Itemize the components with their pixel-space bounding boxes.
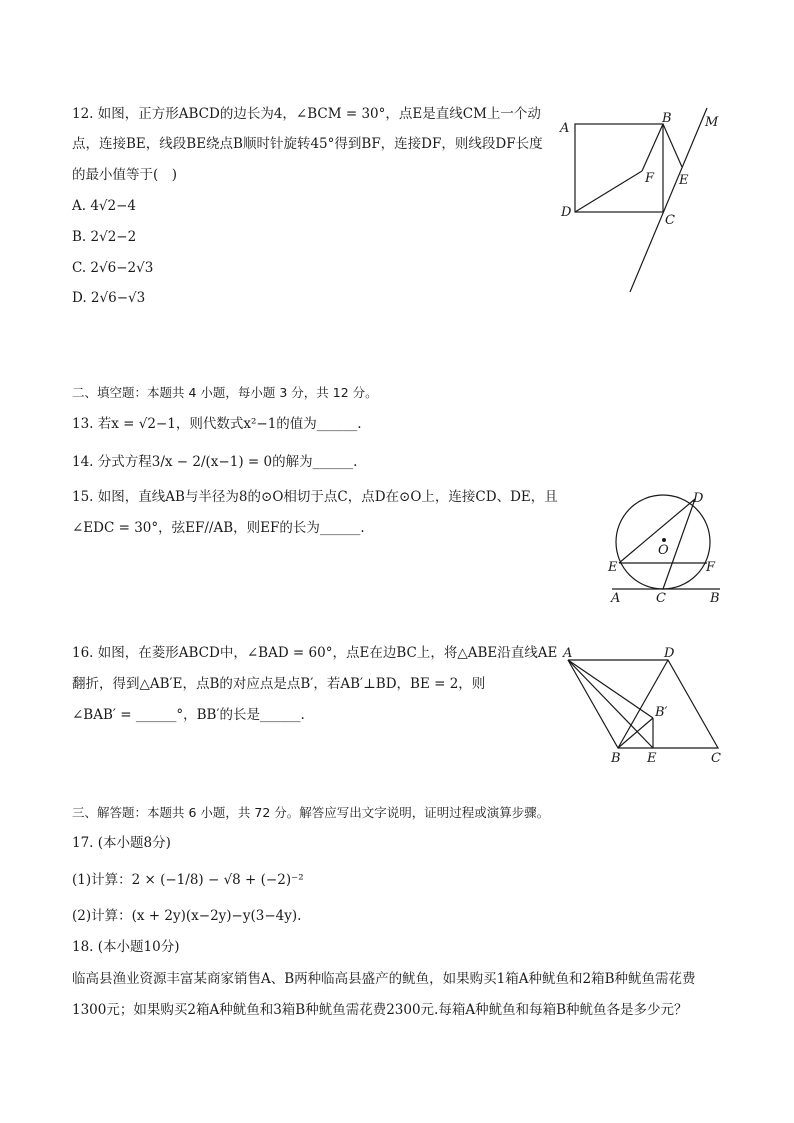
q15-label-c: C: [656, 591, 666, 606]
q16-line1: 16. 如图，在菱形ABCD中，∠BAD = 60°，点E在边BC上，将△ABE沿直线AE: [72, 645, 558, 661]
q13-text: 13. 若x = √2−1，则代数式x²−1的值为______.: [72, 416, 362, 432]
q18-title: 18. (本小题10分): [72, 939, 180, 955]
q16-label-a: A: [563, 646, 573, 661]
q18-line2: 1300元；如果购买2箱A种鱿鱼和3箱B种鱿鱼需花费2300元.每箱A种鱿鱼和每箱B种鱿鱼各是多少元？: [72, 1002, 688, 1018]
q12-label-d: D: [561, 205, 572, 220]
q12-label-c: C: [665, 213, 675, 228]
q15-line2: ∠EDC = 30°，弦EF//AB，则EF的长为______.: [72, 520, 365, 536]
q17-part2: (2)计算：(x + 2y)(x−2y)−y(3−4y).: [72, 908, 302, 924]
q12-option-a: A. 4√2−4: [72, 198, 137, 214]
q12-line2: 点，连接BE，线段BE绕点B顺时针旋转45°得到BF，连接DF，则线段DF长度: [72, 136, 543, 152]
q15-label-a: A: [611, 591, 621, 606]
section-2-heading: 二、填空题：本题共 4 小题，每小题 3 分，共 12 分。: [72, 385, 378, 400]
q12-label-m: M: [705, 115, 719, 130]
q15-figure: [600, 485, 730, 610]
q12-option-c: C. 2√6−2√3: [72, 260, 154, 276]
q17-title: 17. (本小题8分): [72, 835, 171, 851]
q12-line3: 的最小值等于( ): [72, 167, 178, 183]
q18-line1: 临高县渔业资源丰富某商家销售A、B两种临高县盛产的鱿鱼，如果购买1箱A种鱿鱼和2箱B种鱿鱼需花费: [72, 971, 696, 987]
q16-line2: 翻折，得到△AB′E，点B的对应点是点B′，若AB′⊥BD，BE = 2，则: [72, 676, 486, 692]
q12-line1: 12. 如图，正方形ABCD的边长为4，∠BCM = 30°，点E是直线CM上一个动: [72, 106, 541, 122]
q15-line1: 15. 如图，直线AB与半径为8的⊙O相切于点C，点D在⊙O上，连接CD、DE，且: [72, 489, 558, 505]
q16-label-e: E: [647, 751, 657, 766]
q16-label-b: B: [611, 751, 621, 766]
q16-label-bprime: B′: [655, 705, 668, 720]
q16-label-d: D: [664, 646, 675, 661]
q15-label-b: B: [710, 591, 720, 606]
q12-label-f: F: [645, 171, 655, 186]
q12-option-b: B. 2√2−2: [72, 229, 137, 245]
q15-label-d: D: [693, 491, 704, 506]
q12-figure: [555, 100, 735, 300]
q15-label-o: O: [658, 543, 669, 558]
q15-label-f: F: [706, 560, 716, 575]
q12-label-a: A: [560, 121, 570, 136]
q17-part1: (1)计算：2 × (−1/8) − √8 + (−2)⁻²: [72, 872, 304, 888]
q12-label-b: B: [662, 111, 672, 126]
q16-line3: ∠BAB′ = ______°，BB′的长是______.: [72, 707, 305, 723]
section-3-heading: 三、解答题：本题共 6 小题，共 72 分。解答应写出文字说明，证明过程或演算步骤。: [72, 805, 550, 820]
q16-figure: [558, 640, 728, 770]
q12-option-d: D. 2√6−√3: [72, 290, 146, 306]
q15-label-e: E: [608, 560, 618, 575]
q14-text: 14. 分式方程3/x − 2/(x−1) = 0的解为______.: [72, 454, 358, 470]
q16-label-c: C: [711, 751, 721, 766]
q12-label-e: E: [679, 173, 689, 188]
